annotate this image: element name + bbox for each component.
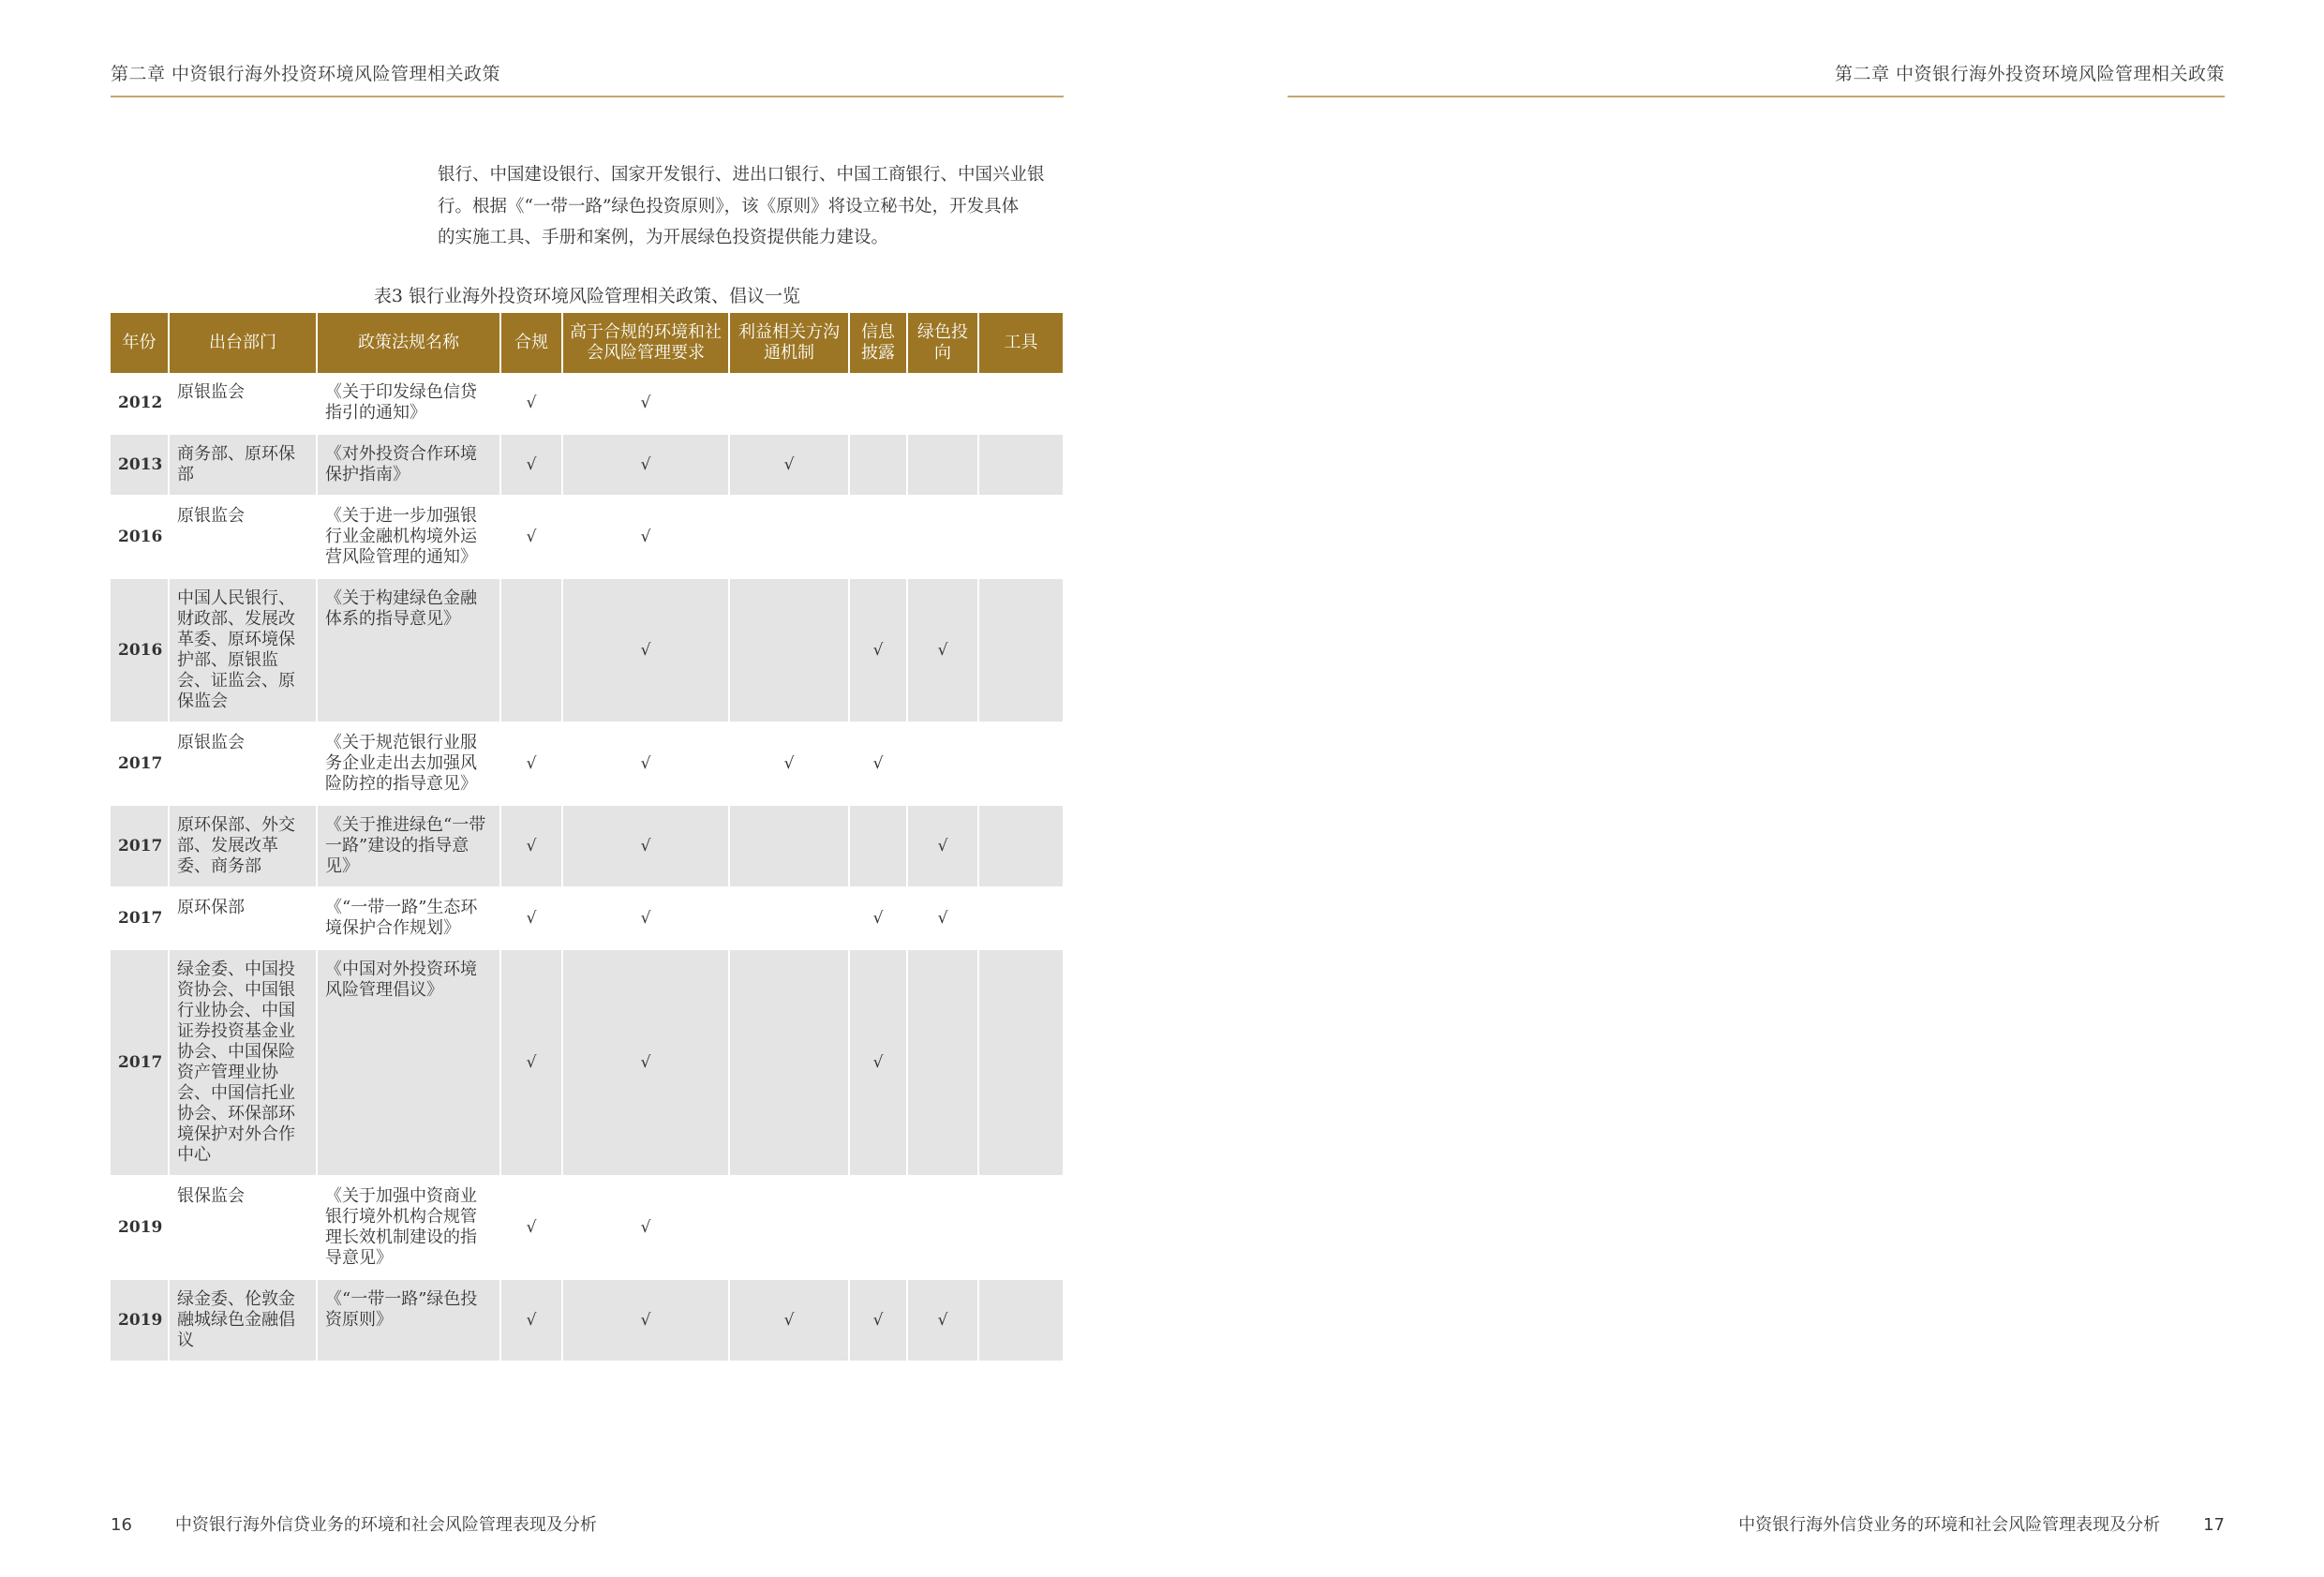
table-row <box>111 722 1064 805</box>
cell-green <box>907 722 978 805</box>
page-number: 17 <box>2203 1515 2225 1535</box>
cell-disclosure: √ <box>849 949 907 1176</box>
col-header-disclosure: 信息披露 <box>849 313 907 373</box>
cell-year: 2016 <box>111 578 169 722</box>
cell-disclosure <box>849 373 907 434</box>
col-header-beyond-compliance: 高于合规的环境和社会风险管理要求 <box>562 313 729 373</box>
cell-stakeholder: √ <box>729 1279 849 1361</box>
policy-table <box>111 313 1065 1362</box>
cell-green: √ <box>907 887 978 949</box>
cell-beyond-compliance: √ <box>562 722 729 805</box>
cell-green <box>907 949 978 1176</box>
cell-beyond-compliance: √ <box>562 578 729 722</box>
header-rule <box>1288 96 2225 97</box>
table-header-row <box>111 313 1064 373</box>
cell-policy: 《“一带一路”绿色投资原则》 <box>317 1279 500 1361</box>
cell-stakeholder <box>729 805 849 887</box>
cell-beyond-compliance: √ <box>562 1176 729 1279</box>
table-row <box>111 949 1064 1176</box>
cell-beyond-compliance: √ <box>562 434 729 496</box>
table-row <box>111 373 1064 434</box>
cell-compliance: √ <box>500 496 562 578</box>
cell-compliance: √ <box>500 722 562 805</box>
cell-tools <box>978 434 1064 496</box>
table-caption: 表3 银行业海外投资环境风险管理相关政策、倡议一览 <box>373 286 801 306</box>
col-header-year: 年份 <box>111 313 169 373</box>
footer-title: 中资银行海外信贷业务的环境和社会风险管理表现及分析 <box>174 1515 597 1535</box>
cell-stakeholder <box>729 1176 849 1279</box>
cell-year: 2017 <box>111 949 169 1176</box>
cell-dept: 原银监会 <box>169 373 317 434</box>
cell-stakeholder <box>729 373 849 434</box>
running-head: 第二章 中资银行海外投资环境风险管理相关政策 <box>111 64 501 84</box>
cell-tools <box>978 373 1064 434</box>
cell-dept: 原环保部 <box>169 887 317 949</box>
cell-year: 2017 <box>111 805 169 887</box>
policy-table-body <box>111 373 1064 1361</box>
table-row <box>111 1279 1064 1361</box>
col-header-stakeholder: 利益相关方沟通机制 <box>729 313 849 373</box>
cell-year: 2012 <box>111 373 169 434</box>
page-footer <box>1738 1511 2225 1536</box>
cell-policy: 《关于构建绿色金融体系的指导意见》 <box>317 578 500 722</box>
cell-tools <box>978 578 1064 722</box>
cell-stakeholder: √ <box>729 722 849 805</box>
cell-tools <box>978 949 1064 1176</box>
table-row <box>111 434 1064 496</box>
cell-beyond-compliance: √ <box>562 949 729 1176</box>
cell-disclosure: √ <box>849 722 907 805</box>
cell-tools <box>978 805 1064 887</box>
cell-green <box>907 1176 978 1279</box>
table-row <box>111 578 1064 722</box>
intro-paragraph <box>438 159 1064 254</box>
cell-beyond-compliance: √ <box>562 1279 729 1361</box>
cell-tools <box>978 722 1064 805</box>
cell-green <box>907 496 978 578</box>
cell-disclosure <box>849 434 907 496</box>
cell-compliance: √ <box>500 1176 562 1279</box>
cell-year: 2017 <box>111 887 169 949</box>
cell-tools <box>978 496 1064 578</box>
table-row <box>111 1176 1064 1279</box>
cell-dept: 原银监会 <box>169 496 317 578</box>
cell-policy: 《关于印发绿色信贷指引的通知》 <box>317 373 500 434</box>
cell-policy: 《关于推进绿色“一带一路”建设的指导意见》 <box>317 805 500 887</box>
table-row <box>111 496 1064 578</box>
cell-policy: 《关于加强中资商业银行境外机构合规管理长效机制建设的指导意见》 <box>317 1176 500 1279</box>
cell-green: √ <box>907 805 978 887</box>
cell-year: 2017 <box>111 722 169 805</box>
cell-compliance: √ <box>500 887 562 949</box>
cell-dept: 绿金委、伦敦金融城绿色金融倡议 <box>169 1279 317 1361</box>
table-row <box>111 887 1064 949</box>
cell-year: 2019 <box>111 1176 169 1279</box>
cell-dept: 银保监会 <box>169 1176 317 1279</box>
cell-dept: 原银监会 <box>169 722 317 805</box>
cell-green <box>907 373 978 434</box>
cell-disclosure <box>849 805 907 887</box>
cell-policy: 《对外投资合作环境保护指南》 <box>317 434 500 496</box>
cell-compliance: √ <box>500 949 562 1176</box>
cell-beyond-compliance: √ <box>562 373 729 434</box>
cell-disclosure: √ <box>849 578 907 722</box>
cell-tools <box>978 1176 1064 1279</box>
cell-green: √ <box>907 578 978 722</box>
footer-title: 中资银行海外信贷业务的环境和社会风险管理表现及分析 <box>1738 1515 2161 1535</box>
cell-year: 2013 <box>111 434 169 496</box>
cell-disclosure: √ <box>849 887 907 949</box>
cell-disclosure <box>849 496 907 578</box>
col-header-tools: 工具 <box>978 313 1064 373</box>
cell-policy: 《关于进一步加强银行业金融机构境外运营风险管理的通知》 <box>317 496 500 578</box>
col-header-green: 绿色投向 <box>907 313 978 373</box>
cell-compliance: √ <box>500 434 562 496</box>
cell-dept: 中国人民银行、财政部、发展改革委、原环境保护部、原银监会、证监会、原保监会 <box>169 578 317 722</box>
cell-dept: 原环保部、外交部、发展改革委、商务部 <box>169 805 317 887</box>
cell-green: √ <box>907 1279 978 1361</box>
cell-tools <box>978 887 1064 949</box>
right-page <box>1162 0 2324 1577</box>
col-header-compliance: 合规 <box>500 313 562 373</box>
cell-policy: 《“一带一路”生态环境保护合作规划》 <box>317 887 500 949</box>
cell-dept: 绿金委、中国投资协会、中国银行业协会、中国证券投资基金业协会、中国保险资产管理业协会、中国信托业协会、环保部环境保护对外合作中心 <box>169 949 317 1176</box>
cell-stakeholder: √ <box>729 434 849 496</box>
cell-stakeholder <box>729 578 849 722</box>
col-header-dept: 出台部门 <box>169 313 317 373</box>
cell-year: 2019 <box>111 1279 169 1361</box>
cell-stakeholder <box>729 887 849 949</box>
cell-green <box>907 434 978 496</box>
cell-beyond-compliance: √ <box>562 805 729 887</box>
col-header-policy: 政策法规名称 <box>317 313 500 373</box>
cell-compliance: √ <box>500 805 562 887</box>
page-footer <box>111 1511 597 1536</box>
table-row <box>111 805 1064 887</box>
cell-compliance: √ <box>500 1279 562 1361</box>
intro-line: 银行、中国建设银行、国家开发银行、进出口银行、中国工商银行、中国兴业银 <box>438 165 1045 185</box>
cell-policy: 《中国对外投资环境风险管理倡议》 <box>317 949 500 1176</box>
cell-beyond-compliance: √ <box>562 887 729 949</box>
intro-line: 行。根据《“一带一路”绿色投资原则》，该《原则》将设立秘书处，开发具体 <box>438 196 1020 216</box>
header-rule <box>111 96 1064 97</box>
cell-year: 2016 <box>111 496 169 578</box>
cell-compliance: √ <box>500 373 562 434</box>
cell-compliance <box>500 578 562 722</box>
cell-dept: 商务部、原环保部 <box>169 434 317 496</box>
cell-disclosure: √ <box>849 1279 907 1361</box>
page-number: 16 <box>111 1515 132 1535</box>
cell-stakeholder <box>729 496 849 578</box>
cell-disclosure <box>849 1176 907 1279</box>
cell-stakeholder <box>729 949 849 1176</box>
running-head: 第二章 中资银行海外投资环境风险管理相关政策 <box>1834 64 2225 84</box>
cell-beyond-compliance: √ <box>562 496 729 578</box>
cell-policy: 《关于规范银行业服务企业走出去加强风险防控的指导意见》 <box>317 722 500 805</box>
cell-tools <box>978 1279 1064 1361</box>
intro-line: 的实施工具、手册和案例，为开展绿色投资提供能力建设。 <box>438 228 889 247</box>
